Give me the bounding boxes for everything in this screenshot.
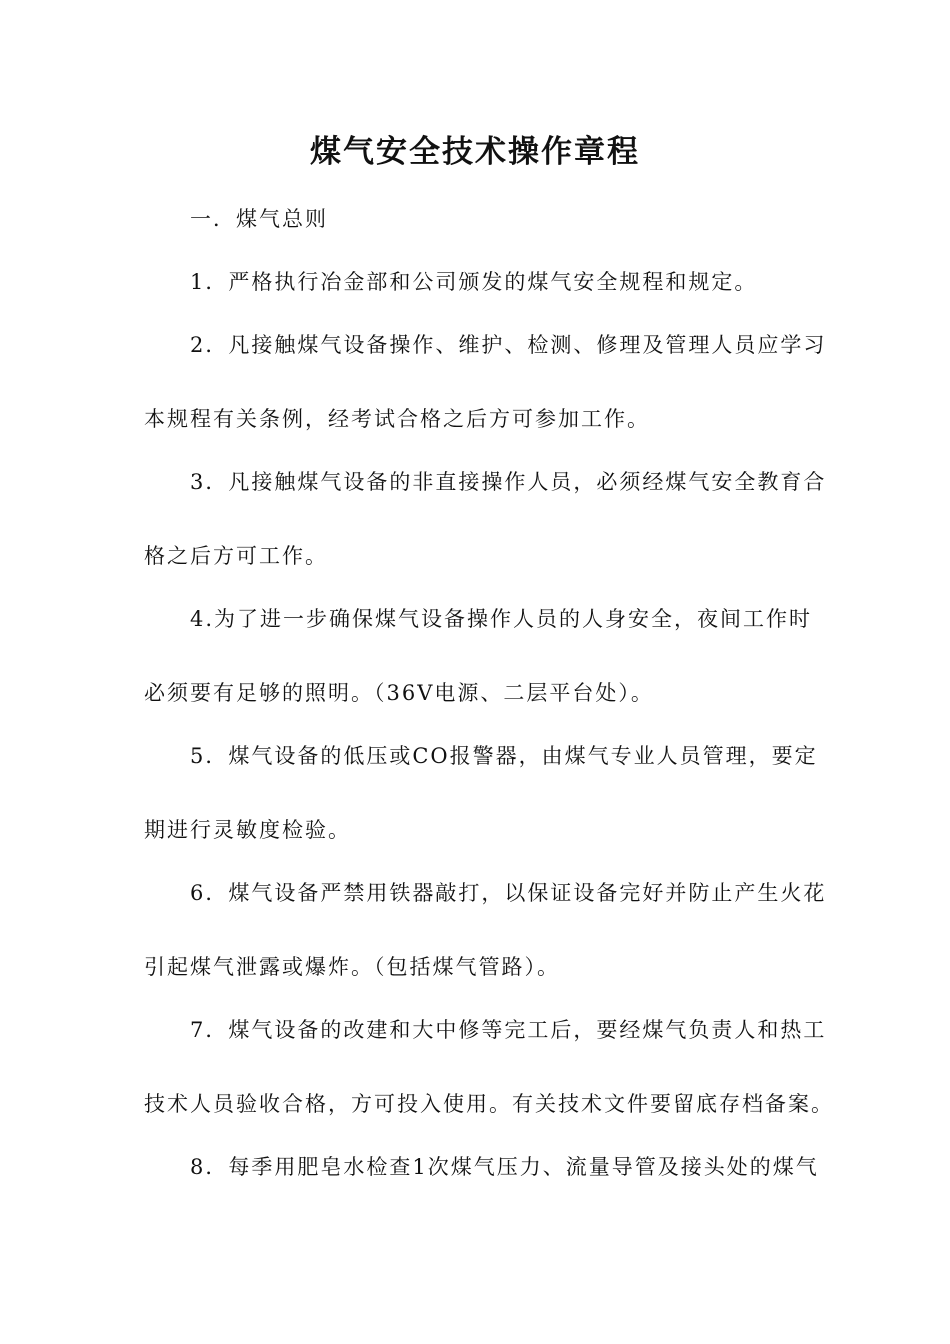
section-heading: 一．煤气总则 [190,207,328,231]
document-title: 煤气安全技术操作章程 [310,134,640,170]
paragraph-line: 3．凡接触煤气设备的非直接操作人员，必须经煤气安全教育合 [190,470,827,494]
paragraph-line: 引起煤气泄露或爆炸。（包括煤气管路）。 [144,955,560,979]
paragraph-line: 格之后方可工作。 [144,544,328,568]
paragraph-line: 技术人员验收合格，方可投入使用。有关技术文件要留底存档备案。 [144,1092,834,1116]
paragraph-line: 2．凡接触煤气设备操作、维护、检测、修理及管理人员应学习 [190,333,827,357]
paragraph-line: 期进行灵敏度检验。 [144,818,351,842]
paragraph-line: 6．煤气设备严禁用铁器敲打，以保证设备完好并防止产生火花 [190,881,827,905]
paragraph-line: 必须要有足够的照明。（36V电源、二层平台处）。 [144,681,654,705]
paragraph-line: 7．煤气设备的改建和大中修等完工后，要经煤气负责人和热工 [190,1018,827,1042]
paragraph-line: 本规程有关条例，经考试合格之后方可参加工作。 [144,407,650,431]
paragraph-line: 4.为了进一步确保煤气设备操作人员的人身安全，夜间工作时 [190,607,813,631]
paragraph-line: 5．煤气设备的低压或CO报警器，由煤气专业人员管理，要定 [190,744,818,768]
paragraph-line: 1．严格执行冶金部和公司颁发的煤气安全规程和规定。 [190,270,758,294]
paragraph-line: 8．每季用肥皂水检查1次煤气压力、流量导管及接头处的煤气 [190,1155,819,1179]
